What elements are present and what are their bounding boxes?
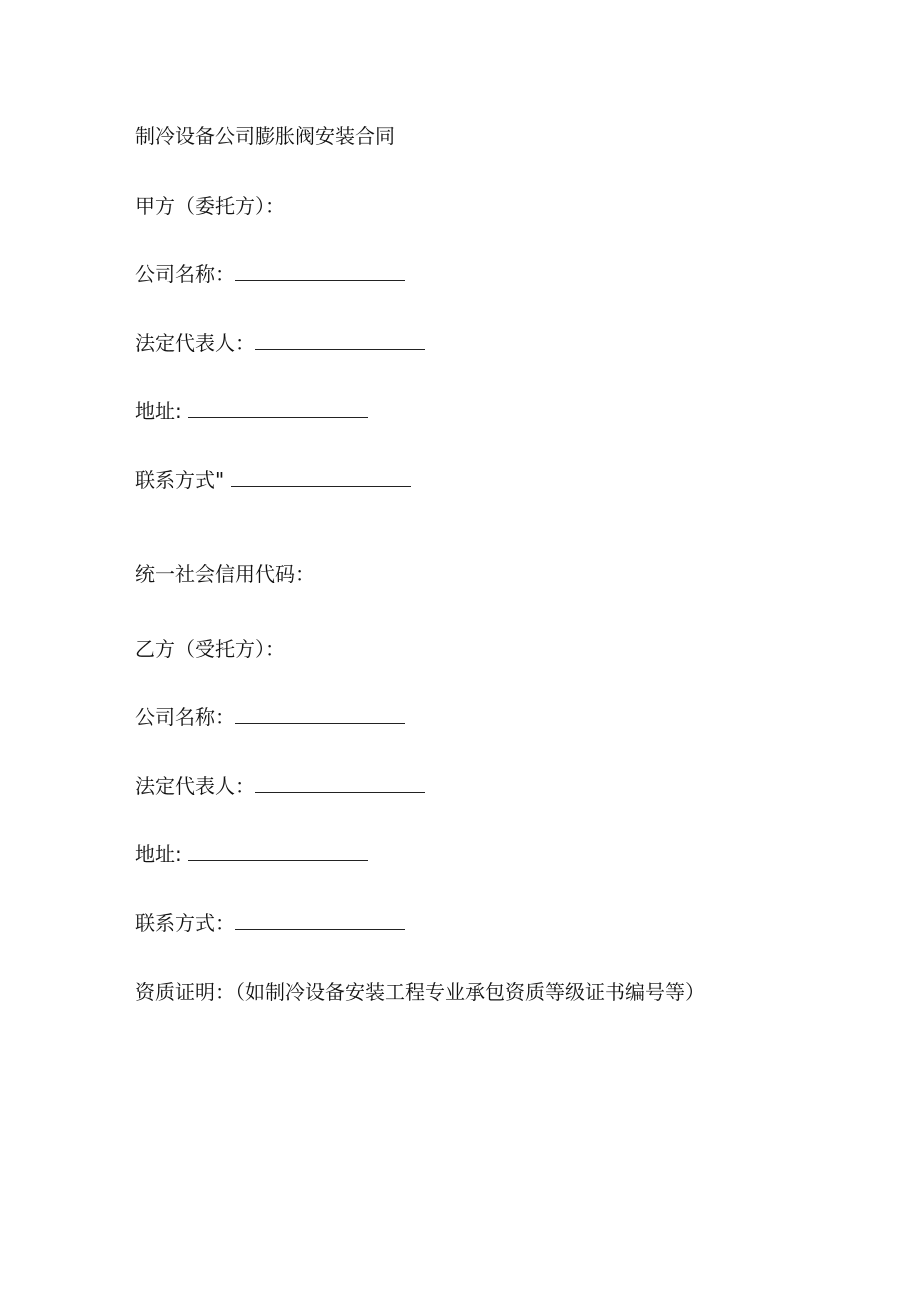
party-b-heading: 乙方（受托方）： xyxy=(135,637,285,661)
party-b-address-label: 地址: xyxy=(135,842,189,866)
party-b-address-blank xyxy=(188,842,368,861)
party-b-qualification-label: 资质证明：（如制冷设备安装工程专业承包资质等级证书编号等） xyxy=(135,980,705,1004)
party-a-address-blank xyxy=(188,399,368,418)
party-b-rep-blank xyxy=(255,774,425,793)
party-a-rep-field xyxy=(135,330,425,356)
party-a-company-label: 公司名称： xyxy=(135,262,235,286)
party-b-qualification-field xyxy=(135,979,705,1005)
party-a-contact-field xyxy=(135,467,411,493)
party-b-company-blank xyxy=(235,705,405,724)
party-a-heading: 甲方（委托方）： xyxy=(135,194,285,218)
party-a-rep-blank xyxy=(255,331,425,350)
party-b-company-field xyxy=(135,704,405,730)
party-a-company-field xyxy=(135,261,405,287)
party-a-credit-code-field xyxy=(135,561,315,587)
party-a-contact-label: 联系方式" xyxy=(135,468,231,492)
party-a-address-field xyxy=(135,398,368,424)
party-a-address-label: 地址: xyxy=(135,399,189,423)
party-b-contact-field xyxy=(135,910,405,936)
party-a-credit-code-label: 统一社会信用代码： xyxy=(135,562,315,586)
party-b-contact-label: 联系方式： xyxy=(135,911,235,935)
party-a-rep-label: 法定代表人： xyxy=(135,331,255,355)
party-b-rep-field xyxy=(135,773,425,799)
party-a-contact-blank xyxy=(231,468,411,487)
party-b-address-field xyxy=(135,841,368,867)
party-b-contact-blank xyxy=(235,911,405,930)
party-b-rep-label: 法定代表人： xyxy=(135,774,255,798)
party-a-company-blank xyxy=(235,262,405,281)
contract-title: 制冷设备公司膨胀阀安装合同 xyxy=(135,124,395,148)
party-b-company-label: 公司名称： xyxy=(135,705,235,729)
